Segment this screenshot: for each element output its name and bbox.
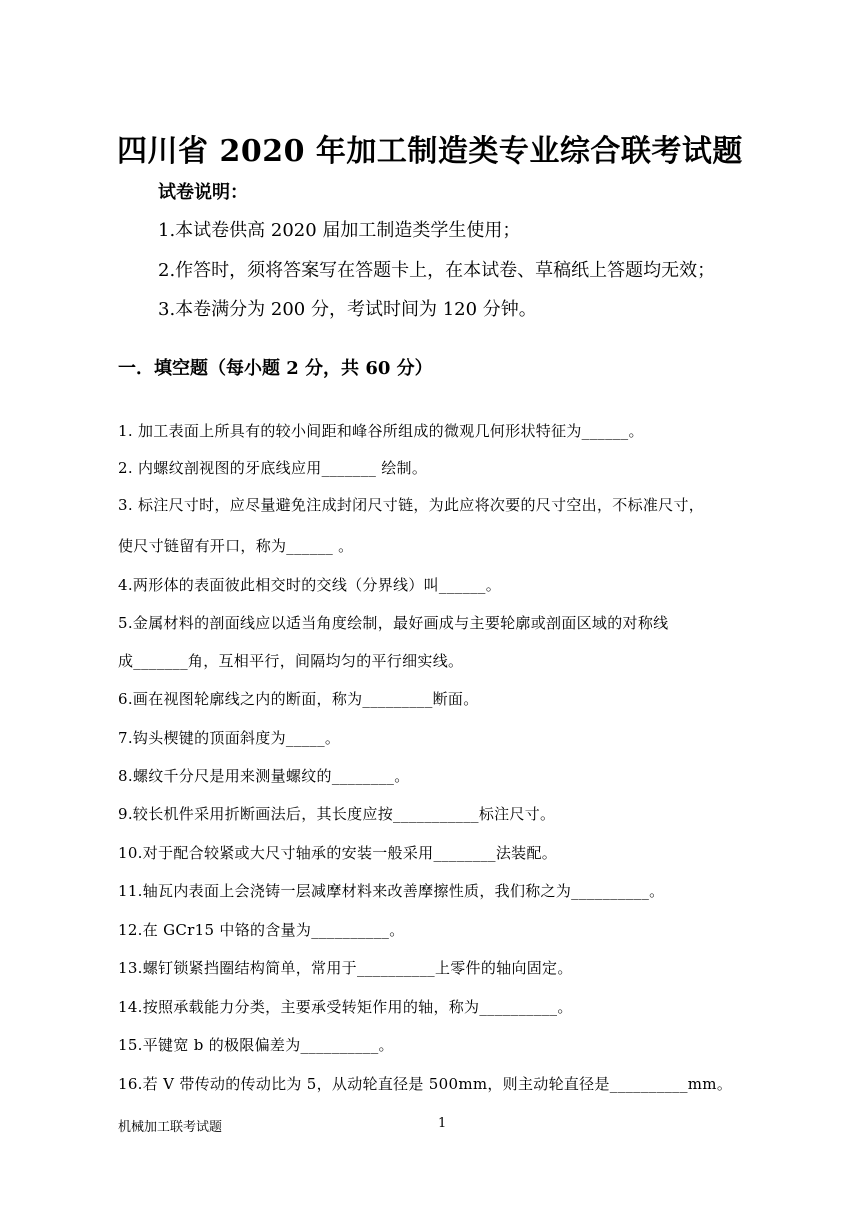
instruction-item: 1.本试卷供高 2020 届加工制造类学生使用；	[158, 220, 521, 241]
page-number: 1	[438, 1116, 447, 1131]
question-line: 10.对于配合较紧或大尺寸轴承的安装一般采用________法装配。	[118, 844, 558, 862]
question-line: 7.钩头楔键的顶面斜度为_____。	[118, 729, 341, 747]
question-line: 2. 内螺纹剖视图的牙底线应用_______ 绘制。	[118, 459, 428, 477]
question-line: 5.金属材料的剖面线应以适当角度绘制，最好画成与主要轮廓或剖面区域的对称线	[118, 614, 669, 632]
question-line: 15.平键宽 b 的极限偏差为__________。	[118, 1036, 394, 1054]
question-line: 9.较长机件采用折断画法后，其长度应按___________标注尺寸。	[118, 805, 556, 823]
section-heading: 一．填空题（每小题 2 分，共 60 分）	[118, 358, 433, 379]
footer-label: 机械加工联考试题	[118, 1120, 223, 1135]
question-line: 8.螺纹千分尺是用来测量螺纹的________。	[118, 767, 410, 785]
question-line: 使尺寸链留有开口，称为______ 。	[118, 537, 354, 555]
question-line: 3. 标注尺寸时，应尽量避免注成封闭尺寸链，为此应将次要的尺寸空出，不标准尺寸，	[118, 496, 705, 514]
question-line: 1. 加工表面上所具有的较小间距和峰谷所组成的微观几何形状特征为______。	[118, 422, 644, 440]
instruction-item: 2.作答时，须将答案写在答题卡上，在本试卷、草稿纸上答题均无效；	[158, 260, 716, 281]
instruction-item: 3.本卷满分为 200 分，考试时间为 120 分钟。	[158, 299, 537, 320]
exam-title: 四川省 2020 年加工制造类专业综合联考试题	[117, 134, 743, 169]
question-line: 16.若 V 带传动的传动比为 5，从动轮直径是 500mm，则主动轮直径是__________mm。	[118, 1075, 733, 1093]
question-line: 成_______角，互相平行，间隔均匀的平行细实线。	[118, 652, 464, 670]
question-line: 12.在 GCr15 中铬的含量为__________。	[118, 921, 405, 939]
question-line: 4.两形体的表面彼此相交时的交线（分界线）叫______。	[118, 576, 502, 594]
question-line: 13.螺钉锁紧挡圈结构简单，常用于__________上零件的轴向固定。	[118, 959, 573, 977]
question-line: 6.画在视图轮廓线之内的断面，称为_________断面。	[118, 690, 479, 708]
instructions-heading: 试卷说明：	[158, 182, 248, 203]
question-line: 14.按照承载能力分类，主要承受转矩作用的轴，称为__________。	[118, 998, 573, 1016]
question-line: 11.轴瓦内表面上会浇铸一层减摩材料来改善摩擦性质，我们称之为__________。	[118, 882, 665, 900]
